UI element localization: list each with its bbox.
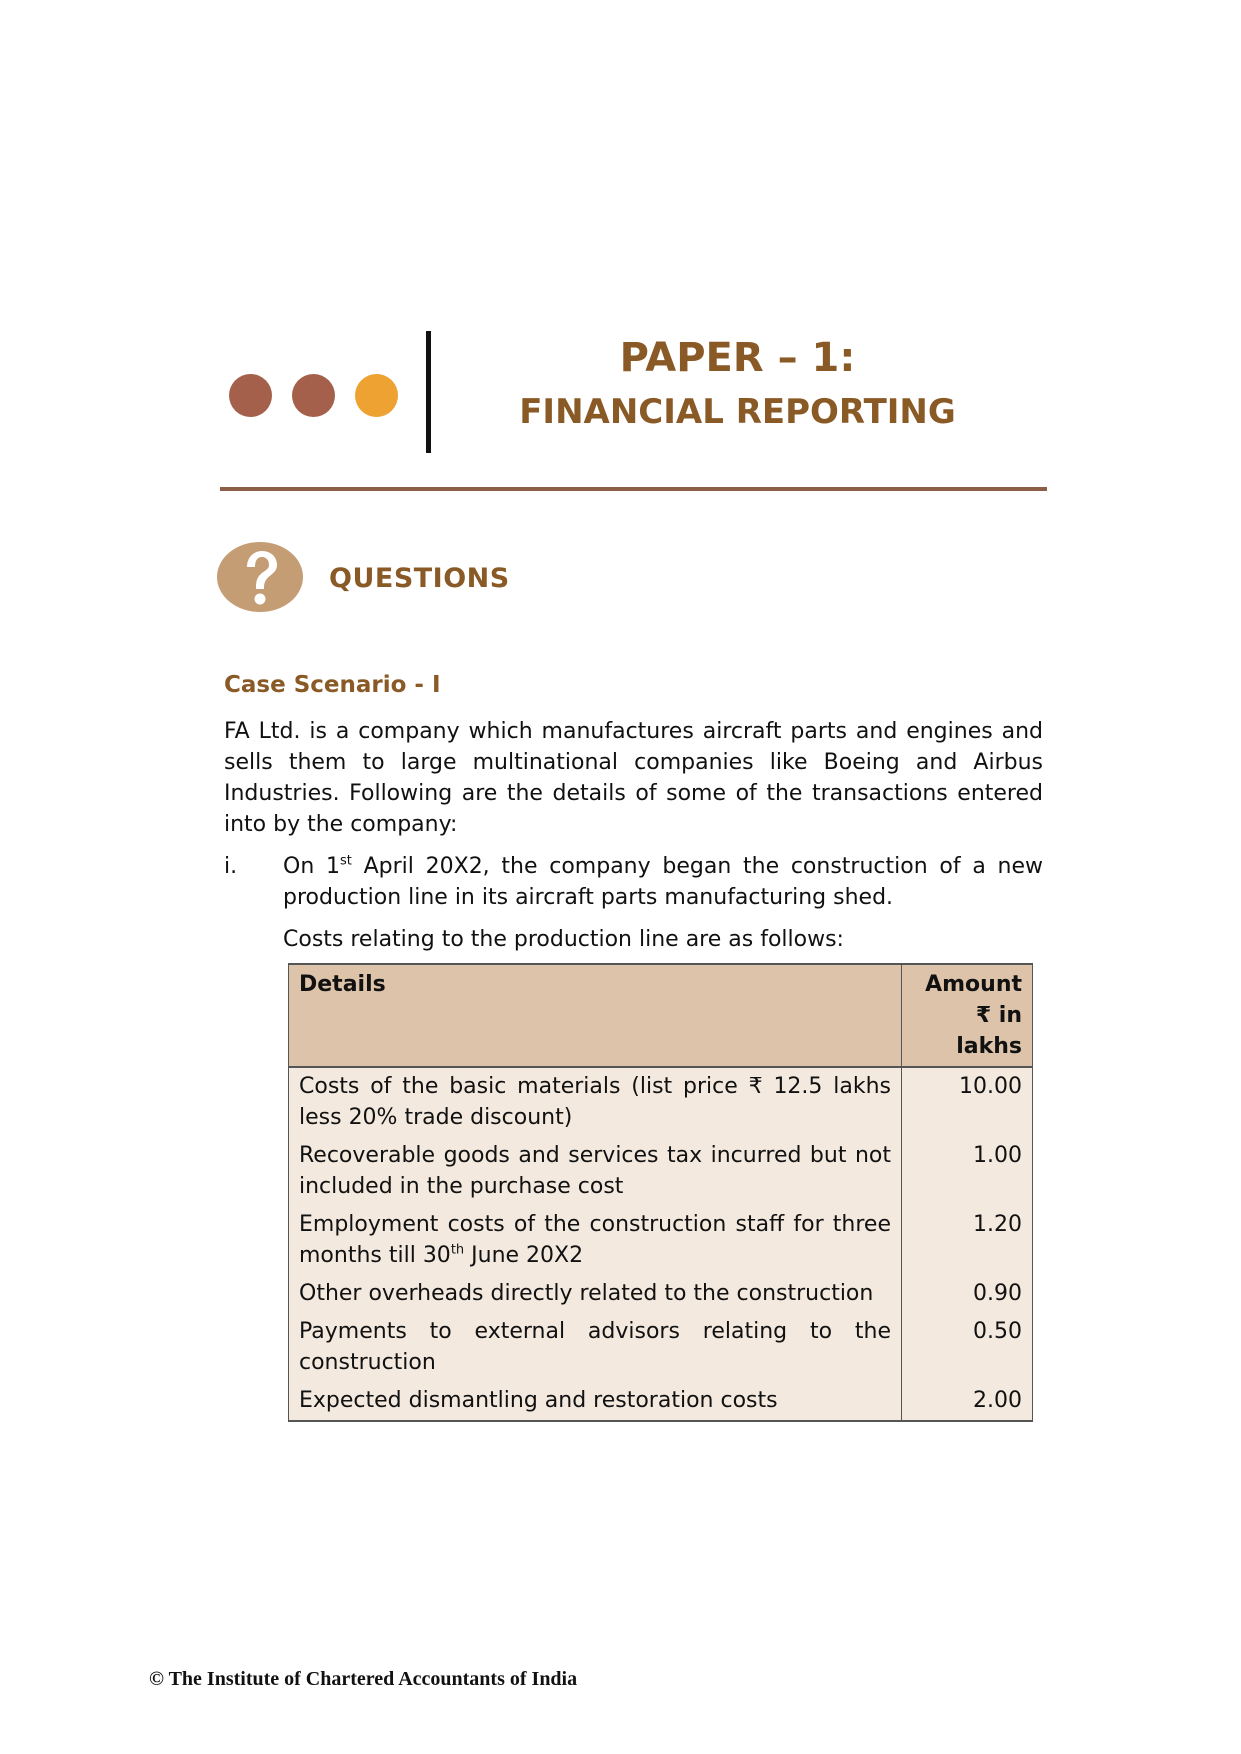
case-intro-paragraph: FA Ltd. is a company which manufactures aircraft parts and engines and sells them to large multinational companies like Boeing and Airbus Industries. Following are the details of some of the transactions entered into by the company:: [224, 719, 1043, 837]
questions-heading: QUESTIONS: [329, 563, 510, 594]
list-item-text-a: On 1: [283, 854, 340, 879]
row-amount: 0.90: [902, 1275, 1033, 1313]
row-amount: 10.00: [902, 1067, 1033, 1137]
row-description: [289, 1206, 902, 1275]
header-amount-line2: ₹ in lakhs: [956, 1003, 1022, 1059]
header-details: Details: [289, 964, 902, 1067]
list-item-text: [283, 851, 1043, 913]
list-item-text-sup: st: [340, 853, 352, 869]
header-divider: [426, 331, 431, 453]
row-description-b: June 20X2: [464, 1243, 584, 1268]
header-amount: [902, 964, 1033, 1067]
header-dots: [229, 374, 409, 418]
list-item-marker: i.: [224, 854, 238, 879]
row-description-a: Employment costs of the construction staff for three months till 30: [299, 1212, 891, 1268]
row-description-sup: th: [450, 1242, 465, 1258]
row-description: Expected dismantling and restoration costs: [289, 1382, 902, 1421]
row-description: Other overheads directly related to the construction: [289, 1275, 902, 1313]
copyright-footer: © The Institute of Chartered Accountants of India: [149, 1668, 578, 1690]
header-amount-line1: Amount: [925, 972, 1022, 997]
question-mark-icon: [216, 541, 304, 613]
table-row: [289, 1067, 1033, 1137]
table-row: [289, 1313, 1033, 1382]
case-scenario-title: Case Scenario - I: [224, 672, 441, 698]
dot-2: [292, 374, 335, 417]
costs-intro: Costs relating to the production line are as follows:: [283, 927, 844, 952]
table-row: [289, 1206, 1033, 1275]
row-description: Recoverable goods and services tax incurred but not included in the purchase cost: [289, 1137, 902, 1206]
row-amount: 2.00: [902, 1382, 1033, 1421]
dot-1: [229, 374, 272, 417]
paper-title-line1: PAPER – 1:: [619, 335, 856, 381]
paper-title: [450, 330, 1025, 438]
row-description: Payments to external advisors relating to the construction: [289, 1313, 902, 1382]
row-amount: 0.50: [902, 1313, 1033, 1382]
title-underline: [220, 487, 1047, 491]
costs-table: [288, 963, 1033, 1422]
table-header-row: [289, 964, 1033, 1067]
table-row: [289, 1382, 1033, 1421]
list-item-text-b: April 20X2, the company began the construction of a new production line in its aircraft parts manufacturing shed.: [283, 854, 1043, 910]
table-row: [289, 1137, 1033, 1206]
table-row: [289, 1275, 1033, 1313]
row-amount: 1.20: [902, 1206, 1033, 1275]
paper-title-line2: FINANCIAL REPORTING: [519, 392, 956, 432]
dot-3: [355, 374, 398, 417]
row-description: Costs of the basic materials (list price ₹ 12.5 lakhs less 20% trade discount): [289, 1067, 902, 1137]
row-amount: 1.00: [902, 1137, 1033, 1206]
